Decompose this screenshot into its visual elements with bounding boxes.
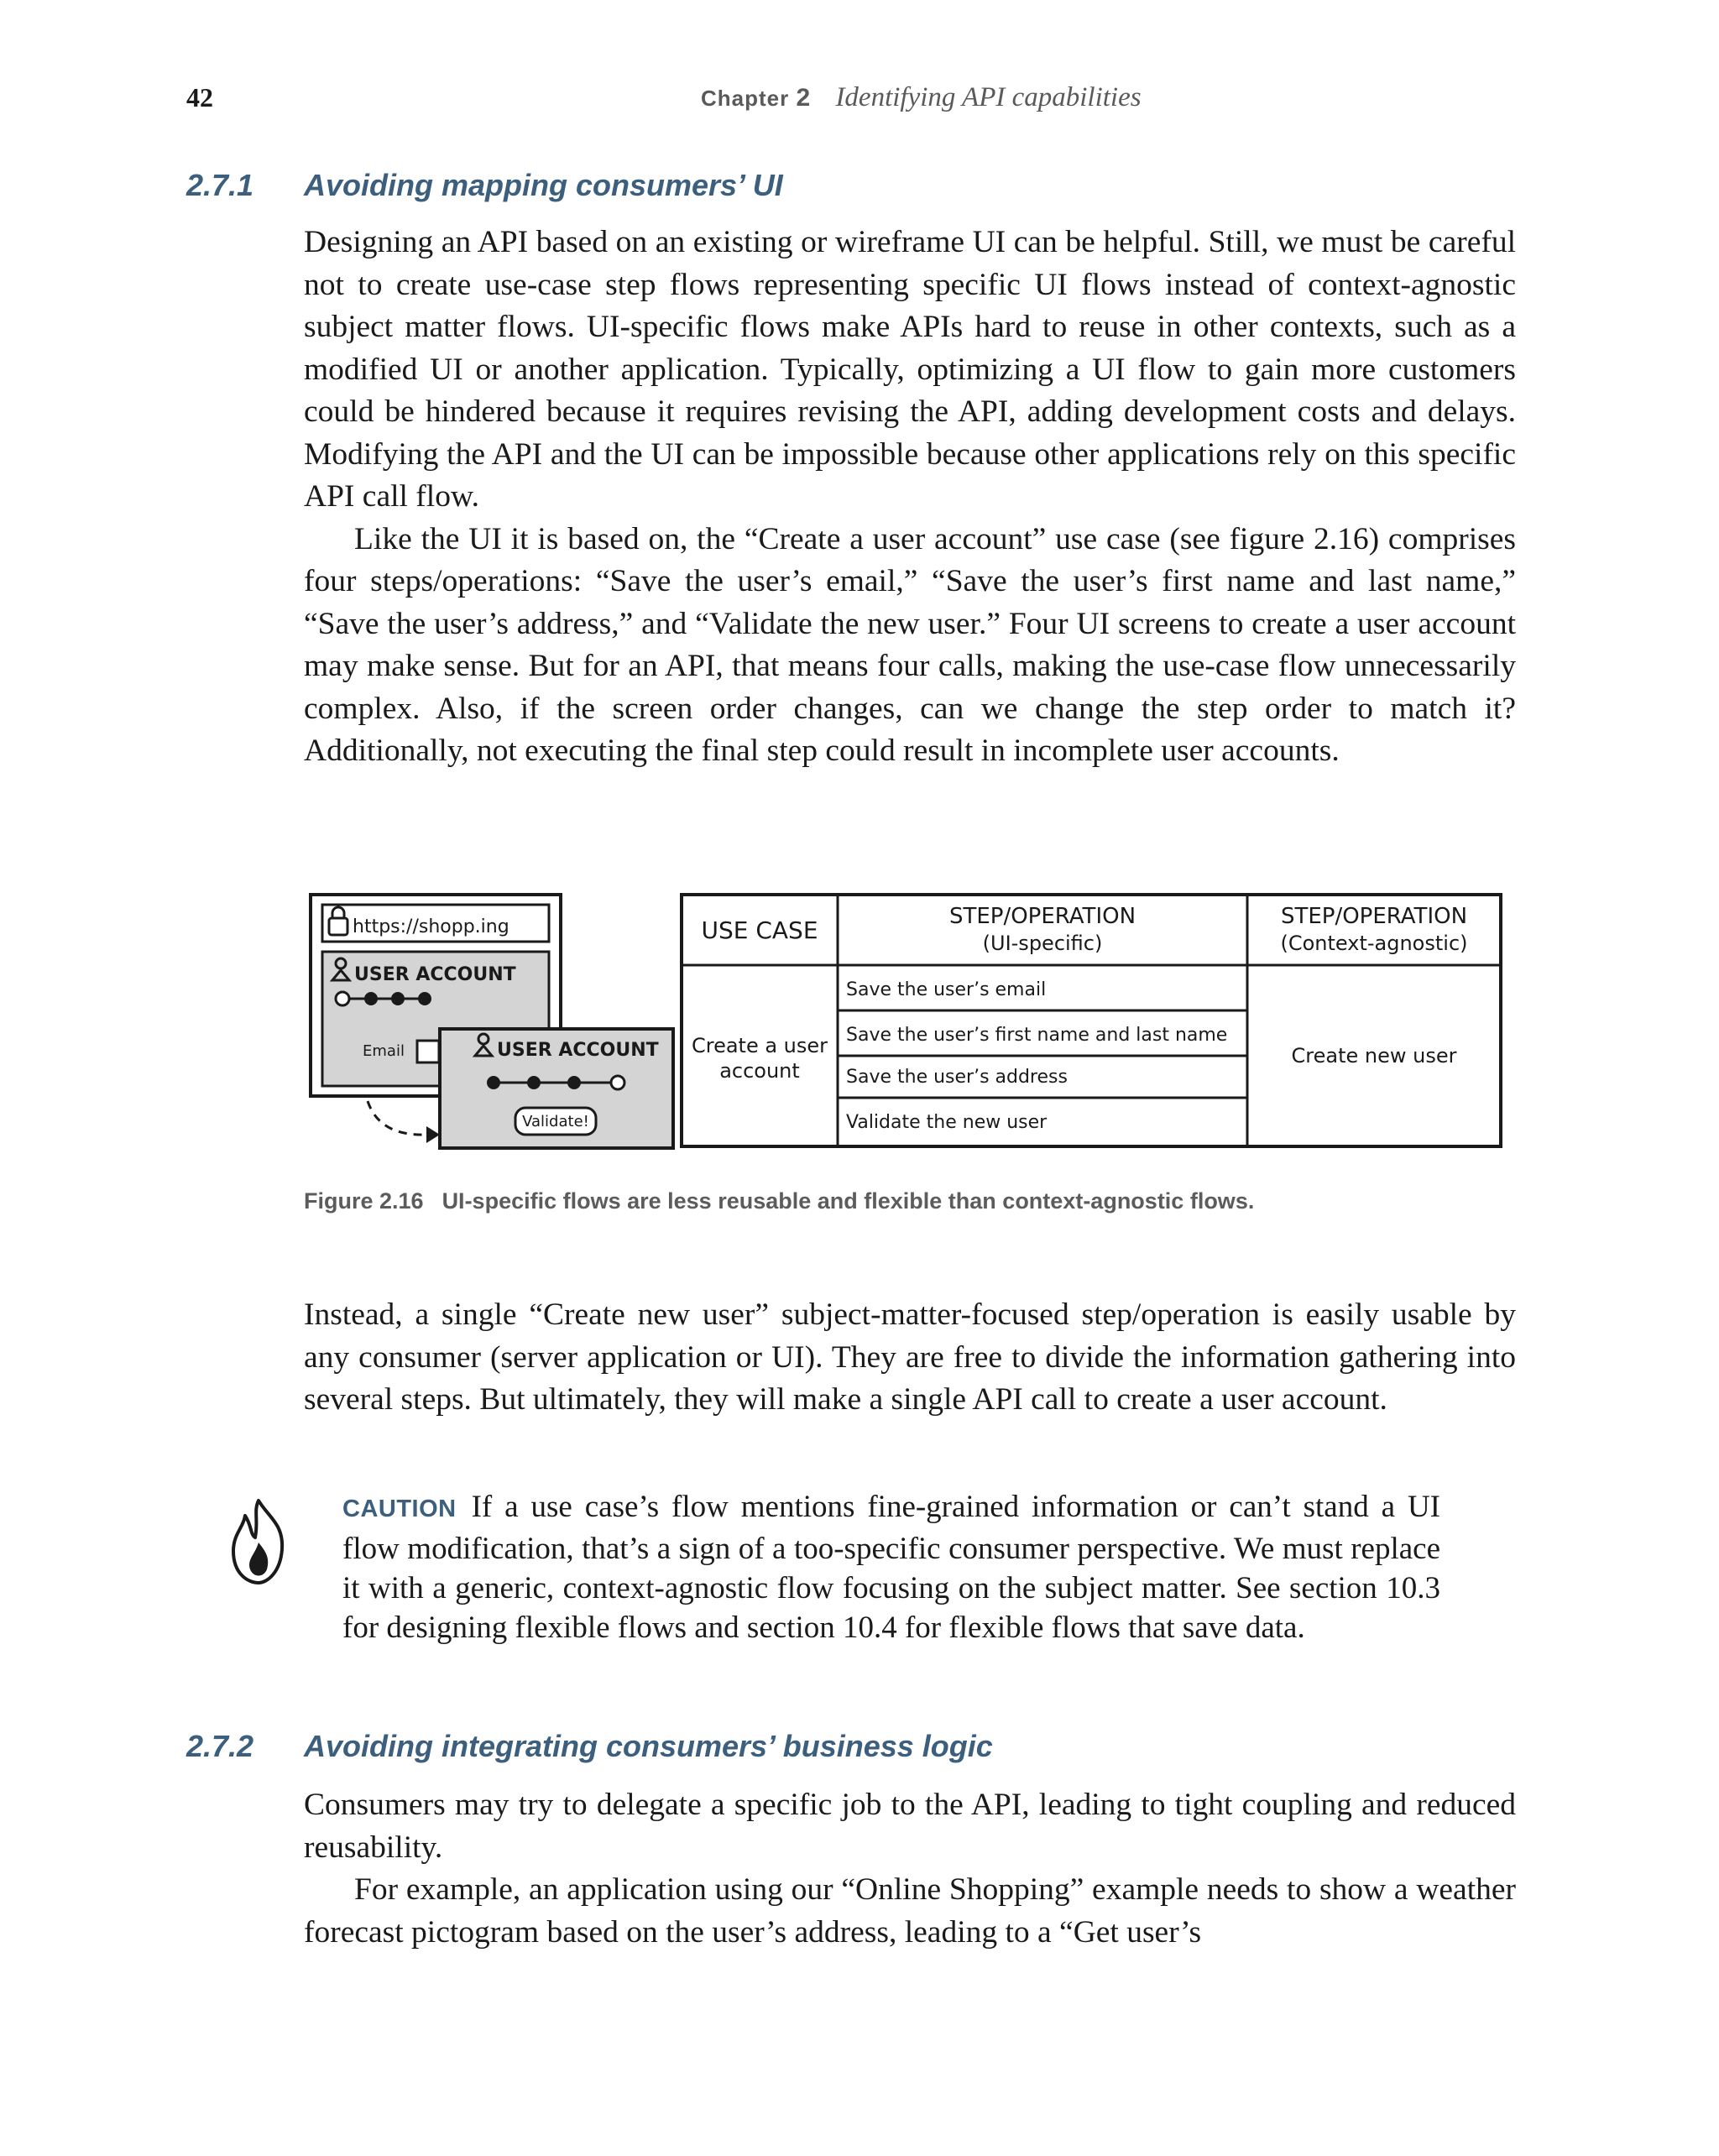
header-step-ctx: STEP/OPERATION — [1280, 904, 1468, 929]
step-dot — [391, 992, 405, 1005]
screen-title: USER ACCOUNT — [354, 964, 516, 985]
url-text: https://shopp.ing — [353, 916, 509, 937]
step-dot — [527, 1076, 541, 1089]
figure-caption — [304, 1188, 1254, 1214]
step-dot — [418, 992, 431, 1005]
header-step-ctx-sub: (Context-agnostic) — [1280, 932, 1468, 955]
page-number: 42 — [186, 82, 213, 112]
section-body — [304, 222, 1516, 773]
ui-step-cell: Validate the new user — [846, 1112, 1048, 1133]
email-field — [417, 1041, 439, 1062]
paragraph: For example, an application using our “Online Shopping” example needs to show a weather forecast pictogram based on the user’s address, leading to a “Get user’s — [304, 1872, 1516, 1950]
ui-step-cell: Save the user’s address — [846, 1067, 1068, 1088]
step-dot — [567, 1076, 581, 1089]
use-case-cell: Create a user — [691, 1034, 828, 1057]
use-case-cell-2: account — [719, 1059, 800, 1083]
ui-step-cell: Save the user’s email — [846, 979, 1047, 1000]
context-step-cell: Create new user — [1291, 1044, 1457, 1068]
step-dot — [336, 992, 349, 1005]
section-body — [304, 1784, 1516, 1954]
step-dot — [487, 1076, 500, 1089]
caution-label: CAUTION — [342, 1496, 457, 1522]
section-title: Avoiding mapping consumers’ UI — [304, 168, 783, 202]
use-case-table — [682, 895, 1501, 1146]
figure-2-16 — [304, 888, 1506, 1156]
paragraph: Designing an API based on an existing or wireframe UI can be helpful. Still, we must be careful not to create use-case step flows representing specific UI flows instead of context-agnostic subject matter flows. UI-specific flows make APIs hard to reuse in other contexts, such as a modified UI or another application. Typically, optimizing a UI flow to gain more customers could be hindered because it requires revising the API, adding development costs and delays. Modifying the API and the UI can be impossible because other applications rely on this specific API call flow. — [304, 225, 1516, 514]
caution-text: If a use case’s flow mentions fine-grained information or can’t stand a UI flow modification, that’s a sign of a too-specific consumer perspective. We must replace it with a generic, context-agnostic flow focusing on the subject matter. See section 10.3 for designing flexible flows and section 10.4 for flexible flows that save data. — [342, 1490, 1440, 1645]
figure-label: Figure 2.16 — [304, 1188, 424, 1214]
step-dot — [364, 992, 378, 1005]
figure-caption-text: UI-specific flows are less reusable and flexible than context-agnostic flows. — [442, 1188, 1255, 1214]
arrow-head-icon — [426, 1126, 440, 1143]
email-label: Email — [363, 1042, 405, 1060]
ui-mock — [311, 895, 673, 1148]
step-dot — [611, 1076, 624, 1089]
running-header — [701, 82, 1142, 113]
chapter-number: 2 — [796, 84, 811, 112]
header-step-ui: STEP/OPERATION — [948, 904, 1136, 929]
ui-step-cell: Save the user’s first name and last name — [846, 1025, 1228, 1046]
paragraph: Instead, a single “Create new user” subject-matter-focused step/operation is easily usable by any consumer (server application or UI). They are free to divide the information gathering into several steps. But ultimately, they will make a single API call to create a user account. — [304, 1297, 1516, 1417]
section-number: 2.7.2 — [186, 1729, 254, 1763]
chapter-label: Chapter — [701, 86, 790, 111]
header-use-case: USE CASE — [701, 916, 818, 944]
after-figure-body — [304, 1294, 1516, 1422]
header-step-ui-sub: (UI-specific) — [982, 932, 1103, 955]
flame-icon — [225, 1496, 292, 1590]
paragraph: Like the UI it is based on, the “Create a user account” use case (see figure 2.16) comprises four steps/operations: “Save the user’s email,” “Save the user’s first name and last name,” “Save the user’s address,” and “Validate the new user.” Four UI screens to create a user account may make sense. But for an API, that means four calls, making the use-case flow unnecessarily complex. Also, if the screen order changes, can we change the step order to match it? Additionally, not executing the final step could result in incomplete user accounts. — [304, 521, 1516, 768]
screen-title: USER ACCOUNT — [497, 1040, 659, 1061]
flow-arrow — [368, 1101, 426, 1135]
validate-button-label: Validate! — [522, 1113, 589, 1130]
section-title: Avoiding integrating consumers’ business logic — [304, 1729, 993, 1763]
section-number: 2.7.1 — [186, 168, 254, 202]
chapter-title: Identifying API capabilities — [835, 82, 1142, 112]
paragraph: Consumers may try to delegate a specific job to the API, leading to tight coupling and reduced reusability. — [304, 1788, 1516, 1865]
caution-note — [342, 1487, 1440, 1647]
